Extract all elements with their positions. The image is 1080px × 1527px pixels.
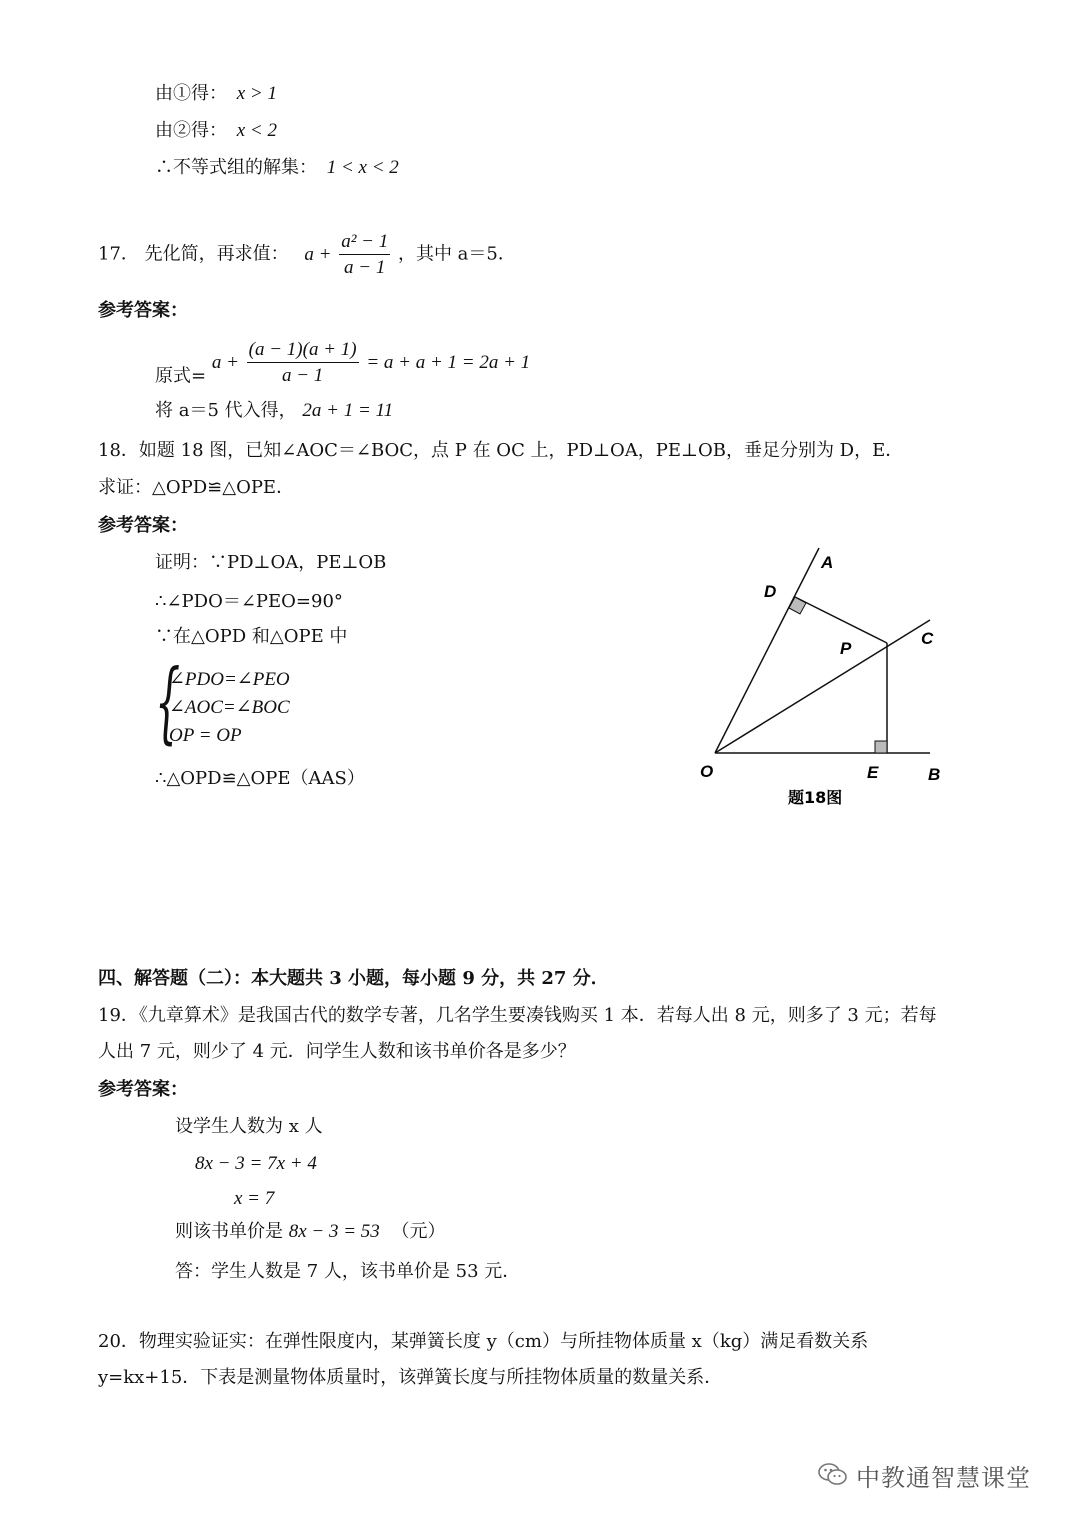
figure-caption: 题18图 [788, 788, 843, 807]
sol16-line2-label: 由②得： [155, 120, 227, 141]
left-brace-icon: { [155, 650, 181, 753]
q17-substitute [155, 401, 393, 420]
q18-proof1: 证明：∵PD⊥OA，PE⊥OB [155, 552, 387, 573]
label-b: B [928, 765, 941, 784]
q17-sub-text: 将 a＝5 代入得， [155, 400, 297, 421]
q18-line2: 求证：△OPD≌△OPE． [98, 477, 295, 498]
label-c: C [921, 629, 934, 648]
label-o: O [700, 762, 714, 781]
q17-condition: ，其中 a＝5． [397, 243, 516, 265]
q19-s4 [175, 1222, 446, 1241]
label-e: E [867, 763, 879, 782]
sol16-line1 [155, 84, 277, 103]
q17-sol-den: a − 1 [281, 365, 324, 386]
q17-sub-math: 2a + 1 = 11 [302, 400, 394, 421]
q20-line2: y=kx+15．下表是测量物体质量时，该弹簧长度与所挂物体质量的数量关系． [98, 1367, 723, 1388]
q17-solution [155, 340, 530, 386]
q19-s4-unit: （元） [391, 1221, 446, 1242]
q19-s4-math: 8x − 3 = 53 [288, 1221, 380, 1242]
q18-conclusion: ∴△OPD≌△OPE（AAS） [155, 768, 365, 789]
q19-line2: 人出 7 元，则少了 4 元．问学生人数和该书单价各是多少？ [98, 1041, 576, 1062]
q17-sol-prefix: 原式= [155, 365, 207, 387]
q19-line1: 19．《九章算术》是我国古代的数学专著，几名学生要凑钱购买 1 本．若每人出 8 元，则多了 3 元；若每 [98, 1005, 937, 1026]
q19-s2: 8x − 3 = 7x + 4 [195, 1153, 317, 1174]
sol16-line2-math: x < 2 [236, 120, 277, 141]
watermark [818, 1458, 1031, 1492]
q19-s1: 设学生人数为 x 人 [175, 1116, 323, 1137]
sol16-line1-label: 由①得： [155, 83, 227, 104]
q17-line [98, 232, 516, 277]
q19-s5: 答：学生人数是 7 人，该书单价是 53 元． [175, 1261, 521, 1282]
label-a: A [821, 553, 834, 572]
q19-s4-text: 则该书单价是 [175, 1221, 283, 1242]
q17-fraction [339, 232, 390, 277]
q17-sol-fraction [247, 340, 359, 385]
q19-s3: x = 7 [234, 1188, 275, 1209]
q17-ref-label: 参考答案： [98, 300, 188, 321]
right-angle-e-icon [875, 741, 887, 753]
q20-line1: 20．物理实验证实：在弹性限度内，某弹簧长度 y（cm）与所挂物体质量 x（kg）满足看数关系 [98, 1331, 869, 1352]
label-p: P [840, 639, 852, 658]
ray-oc [715, 620, 930, 753]
q17-sol-num: (a − 1)(a + 1) [247, 340, 359, 363]
q18-proof2: ∴∠PDO＝∠PEO=90° [155, 591, 343, 612]
q18-figure [690, 540, 960, 820]
q18-proof3: ∵在△OPD 和△OPE 中 [155, 626, 348, 647]
section4-heading: 四、解答题（二）：本大题共 3 小题，每小题 9 分，共 27 分． [98, 968, 609, 989]
q17-frac-den: a − 1 [344, 257, 386, 278]
q17-number: 17． [98, 243, 139, 265]
q18-ref-label: 参考答案： [98, 515, 188, 536]
wechat-icon [818, 1462, 848, 1488]
sol16-line1-math: x > 1 [236, 83, 277, 104]
sol16-line3-label: ∴不等式组的解集： [155, 157, 317, 178]
q18-sys-row2: ∠AOC=∠BOC [169, 697, 290, 718]
ray-oa [715, 548, 819, 753]
q18-sys-row1: ∠PDO=∠PEO [169, 669, 290, 690]
q17-text: 先化简，再求值： [144, 243, 289, 265]
q19-ref-label: 参考答案： [98, 1079, 188, 1100]
label-d: D [764, 582, 777, 601]
sol16-line2 [155, 121, 277, 140]
q17-frac-num: a² − 1 [339, 232, 390, 255]
q17-sol-a: a + [211, 352, 239, 373]
watermark-text: 中教通智慧课堂 [856, 1463, 1031, 1492]
q17-expr-a: a + [304, 244, 332, 265]
right-angle-d-icon [789, 597, 806, 614]
q18-line1: 18．如题 18 图，已知∠AOC＝∠BOC，点 P 在 OC 上，PD⊥OA，PE⊥OB，垂足分别为 D，E． [98, 440, 904, 461]
segment-pd [795, 597, 887, 643]
sol16-line3 [155, 158, 399, 177]
q18-sys-row3: OP = OP [169, 725, 242, 746]
q17-sol-rest: = a + a + 1 = 2a + 1 [366, 352, 531, 373]
sol16-line3-math: 1 < x < 2 [326, 157, 399, 178]
